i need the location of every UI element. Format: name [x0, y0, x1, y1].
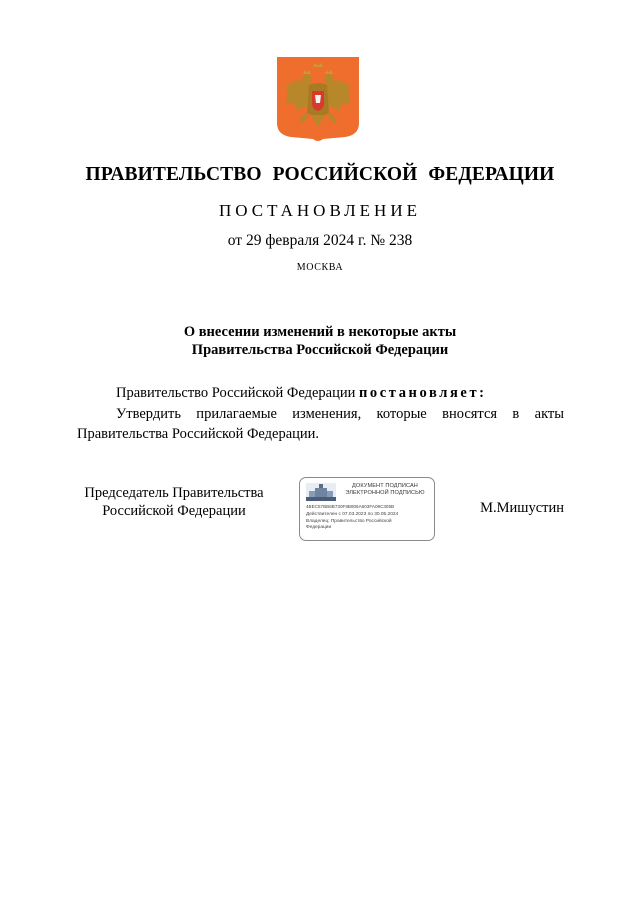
- signature-owner-line-2: Федерации: [306, 525, 332, 530]
- document-city: МОСКВА: [296, 262, 344, 273]
- document-subject: [0, 323, 640, 359]
- signatory-title-line-1: Председатель Правительства: [84, 485, 264, 501]
- electronic-signature-stamp: [299, 477, 435, 541]
- body-paragraph-line-1: Утвердить прилагаемые изменения, которые вносятся в акты: [116, 406, 564, 422]
- decree-intro: [116, 385, 487, 402]
- signatory-name: М.Мишустин: [480, 500, 564, 516]
- signature-validity: Действителен с 07.03.2023 по 30.05.2024: [306, 512, 399, 517]
- subject-line-2: Правительства Российской Федерации: [191, 342, 449, 358]
- decree-intro-text: Правительство Российской Федерации: [116, 385, 356, 401]
- signature-header-line-1: ДОКУМЕНТ ПОДПИСАН: [352, 483, 418, 489]
- signature-header-line-2: ЭЛЕКТРОННОЙ ПОДПИСЬЮ: [345, 490, 425, 496]
- document-kind: ПОСТАНОВЛЕНИЕ: [218, 201, 421, 220]
- document-date-number: от 29 февраля 2024 г. № 238: [227, 232, 413, 249]
- signatory-title: [70, 484, 278, 520]
- government-building-icon: [306, 483, 336, 501]
- decree-word: постановляет:: [358, 385, 487, 401]
- signature-owner-line-1: Владелец: Правительство Российской: [306, 519, 392, 524]
- signature-header: [338, 483, 432, 497]
- russian-coat-of-arms-icon: [277, 57, 359, 143]
- government-title: ПРАВИТЕЛЬСТВО РОССИЙСКОЙ ФЕДЕРАЦИИ: [85, 164, 555, 185]
- signatory-title-line-2: Российской Федерации: [102, 503, 246, 519]
- subject-line-1: О внесении изменений в некоторые акты: [183, 324, 457, 340]
- signature-certificate: 4BEC57BB6B730F8B806A603FA09C305B: [306, 504, 395, 509]
- body-paragraph-line-2: Правительства Российской Федерации.: [77, 426, 320, 442]
- signature-owner: [306, 519, 392, 531]
